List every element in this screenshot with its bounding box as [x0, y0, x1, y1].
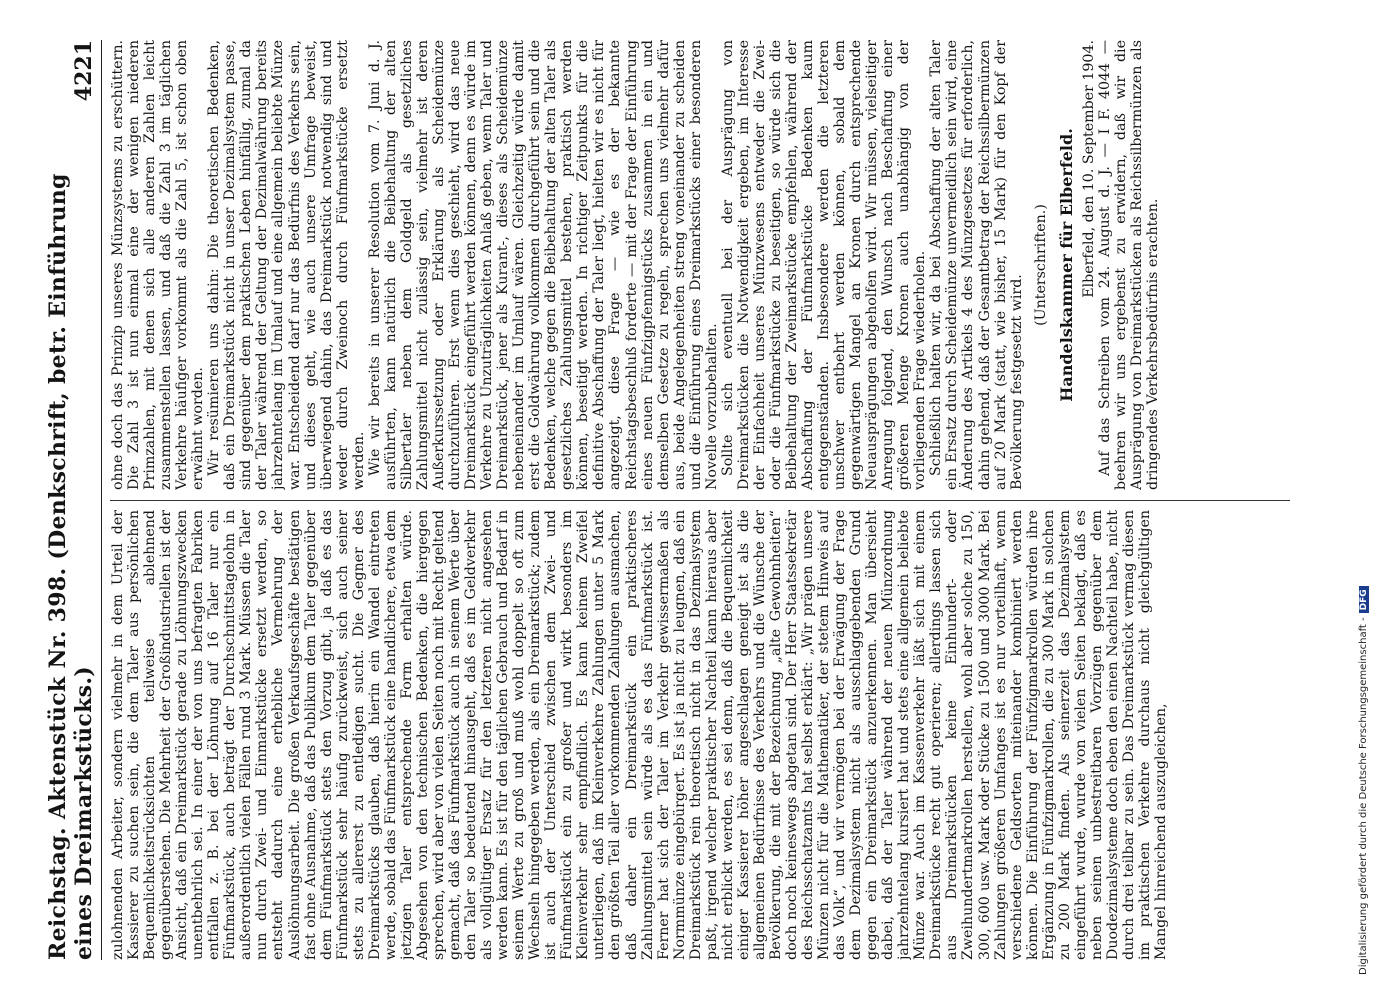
paragraph: Schließlich halten wir, da bei Abschaffung der alten Taler ein Ersatz durch Scheidemünze unvermeidlich sein wird, eine Änderung des Artikels 4 des Münzgesetzes für erforderlich, dahin gehend, daß der Gesamtbetrag der Reichssilbermünzen auf 20 Mark (statt, wie bisher, 15 Mark) für den Kopf der Bevölkerung festgesetzt wird.: [928, 40, 1025, 490]
digitization-credit: [1358, 586, 1369, 975]
signature-line: (Unterschriften.): [1032, 204, 1049, 326]
page-header: [45, 40, 102, 960]
column-divider: [110, 500, 1290, 501]
page-title: Reichstag. Aktenstück Nr. 398. (Denkschrift, betr. Einführung eines Dreimarkstücks.): [45, 173, 97, 960]
paragraph: Auf das Schreiben vom 24. August d. J. — I F. 4044 — beehren wir uns ergebenst zu erwidern, daß wir die Ausprägung von Dreimarkstücken als Reichssilbermünzen als dringendes Verkehrsbedürfnis erachten.: [1096, 40, 1161, 490]
dateline: Elberfeld, den 10. September 1904.: [1080, 40, 1097, 298]
paragraph: zulohnenden Arbeiter, sondern vielmehr in dem Urteil der Kassierer zu suchen sein, die dem Taler aus persönlichen Bequemlichkeitsrücksichten teilweise ablehnend gegenüberstehen. Die Mehrheit der Großindustriellen ist der Ansicht, daß ein Dreimarkstück gerade zu Löhnungszwecken unentbehrlich sei. In einer der von uns befragten Fabriken entfallen z. B. bei der Löhnung auf 16 Taler nur ein Fünfmarkstück, auch beträgt der Durchschnittstagelohn in außerordentlich vielen Fällen rund 3 Mark. Müssen die Taler nun durch Zwei- und Einmarkstücke ersetzt werden, so entsteht dadurch eine erhebliche Vermehrung der Auslöhnungsarbeit. Die großen Verkaufsgeschäfte bestätigen fast ohne Ausnahme, daß das Publikum dem Taler gegenüber dem Fünfmarkstück stets den Vorzug gibt, ja daß es das Fünfmarkstück sehr häufig zurückweist, sich auch seiner stets zu allererst zu entledigen sucht. Die Gegner des Dreimarkstücks glauben, daß hierin ein Wandel eintreten werde, sobald das Fünfmarkstück eine handlichere, etwa dem jetzigen Taler entsprechende Form erhalten würde. Abgesehen von den technischen Bedenken, die hiergegen sprechen, wird aber von vielen Seiten noch mit Recht geltend gemacht, daß das Fünfmarkstück auch in seinem Werte über den Taler so bedeutend hinausgeht, daß es im Geldverkehr als vollgültiger Ersatz für den letzteren nicht angesehen werden kann. Es ist für den täglichen Gebrauch und Bedarf in seinem Werte zu groß und muß wohl doppelt so oft zum Wechseln hingegeben werden, als ein Dreimarkstück; zudem ist auch der Unterschied zwischen dem Zwei- und Fünfmarkstück ein zu großer und wirkt besonders im Kleinverkehr sehr empfindlich. Es kann keinem Zweifel unterliegen, daß im Kleinverkehre Zahlungen unter 5 Mark den größten Teil aller vorkommenden Zahlungen ausmachen, daß daher ein Dreimarkstück ein praktischeres Zahlungsmittel sein würde als es das Fünfmarkstück ist. Ferner hat sich der Taler im Verkehr gewissermaßen als Normmünze eingebürgert. Es ist ja nicht zu leugnen, daß ein Dreimarkstück rein theoretisch nicht in das Dezimalsystem paßt, irgend welcher praktischer Nachteil kann hieraus aber nicht erblickt werden, es sei denn, daß die Bequemlichkeit einiger Kassierer höher angeschlagen geneigt ist als die allgemeinen Bedürfnisse des Verkehrs und die Wünsche der Bevölkerung, die mit der Bezeichnung „alte Gewohnheiten“ doch noch keineswegs abgetan sind. Der Herr Staatssekretär des Reichsschatzamts hat selbst erklärt: „Wir prägen unsere Münzen nicht für die Mathematiker, der stetem Hinweis auf das Volk“, und wir vermögen bei der Erwägung der Frage dem Dezimalsystem nicht als ausschlaggebenden Grund gegen ein Dreimarkstück anzuerkennen. Man übersieht dabei, daß der Taler während der neuen Münzordnung jahrzehntelang kursiert hat und stets eine allgemein beliebte Münze war. Auch im Kassenverkehr läßt sich mit einem Dreimarkstücke recht gut operieren; allerdings lassen sich aus Dreimarkstücken keine Einhundert- oder Zweihundertmarkrollen herstellen, wohl aber solche zu 150, 300, 600 usw. Mark oder Stücke zu 1500 und 3000 Mark. Bei Zahlungen größeren Umfanges ist es nur vorteilhaft, wenn verschiedene Geldsorten miteinander kombiniert werden können. Die Einführung der Fünfzigmarkrollen würden ihre Ergänzung in Fünfzigmarkrollen, die zu 300 Mark in solchen zu 200 Mark finden. Als seinerzeit das Dezimalsystem eingeführt wurde, wurde von vielen Seiten beklagt, daß es neben seinen unbestreitbaren Vorzügen gegenüber dem Duodezimalsysteme doch eben den einen Nachteil habe, nicht durch drei teilbar zu sein. Das Dreimarkstück vermag diesen im praktischen Verkehre durchaus nicht gleichgültigen Mangel hinreichend auszugleichen,: [110, 510, 1170, 960]
page-number: 4221: [71, 40, 97, 102]
text-column-right: [110, 40, 1295, 490]
digitization-credit-text: Digitalisierung gefördert durch die Deutsche Forschungsgemeinschaft -: [1358, 617, 1369, 975]
paragraph: ohne doch das Prinzip unseres Münzsystems zu erschüttern. Die Zahl 3 ist nun einmal eine der wenigen niederen Primzahlen, mit denen sich alle anderen Zahlen leicht zusammenstellen lassen, und daß die Zahl 3 im täglichen Verkehre häufiger vorkommt als die Zahl 5, ist schon oben erwähnt worden.: [110, 40, 207, 490]
paragraph: Wir resümieren uns dahin: Die theoretischen Bedenken, daß ein Dreimarkstück nicht in unser Dezimalsystem passe, sind gegenüber dem praktischen Leben hinfällig, zumal da der Taler während der Geltung der Dezimalwährung bereits jahrzehntelang im Umlauf und eine allgemein beliebte Münze war. Entscheidend darf nur das Bedürfnis des Verkehrs sein, und dieses geht, wie auch unsere Umfrage beweist, überwiegend dahin, das Dreimarkstück notwendig sind und weder durch Zweinoch durch Fünfmarkstücke ersetzt werden.: [206, 40, 367, 490]
paragraph: Wie wir bereits in unserer Resolution vom 7. Juni d. J. ausführten, kann natürlich die Beibehaltung der alten Silbertaler neben dem Goldgeld als gesetzliches Zahlungsmittel nicht zulässig sein, vielmehr ist deren Außerkurssetzung oder Erklärung als Scheidemünze durchzuführen. Erst wenn dies geschieht, wird das neue Dreimarkstück eingeführt werden können, denn es würde im Verkehre zu Unzuträglichkeiten Anlaß geben, wenn Taler und Dreimarkstück, jener als Kurant-, dieses als Scheidemünze nebeneinander im Umlauf wären. Gleichzeitig würde damit erst die Goldwährung vollkommen durchgeführt sein und die Bedenken, welche gegen die Beibehaltung der alten Taler als gesetzliches Zahlungsmittel bestehen, praktisch werden können, beseitigt werden. In richtiger Zeitpunkts für die definitive Abschaffung der Taler liegt, hielten wir es nicht für angezeigt, diese Frage — wie es der bekannte Reichstagsbeschluß forderte — mit der Frage der Einführung eines neuen Fünfzigpfennigstücks zusammen in ein und demselben Gesetze zu regeln, sprechen uns vielmehr dafür aus, beide Angelegenheiten streng voneinander zu scheiden und die Einführung eines Dreimarkstücks einer besonderen Novelle vorzubehalten.: [366, 40, 720, 490]
dfg-logo: DFG: [1359, 586, 1369, 613]
text-column-left: [110, 510, 1295, 960]
section-heading: Handelskammer für Elberfeld.: [1056, 128, 1076, 402]
paragraph: Sollte sich eventuell bei der Ausprägung von Dreimarkstücken die Notwendigkeit ergeben, im Interesse der Einfachheit unseres Münzwesens entweder die Zwei- oder die Fünfmarkstücke zu beseitigen, so würde sich die Beibehaltung der Zweimarkstücke empfehlen, während der Abschaffung der Fünfmarkstücke Bedenken kaum entgegenständen. Insbesondere werden die letzteren unschwer entbehrt werden können, sobald dem gegenwärtigen Mangel an Kronen durch entsprechende Neuausprägungen abgeholfen wird. Wir müssen, vielseitiger Anregung folgend, den Wunsch nach Beschaffung einer größeren Menge Kronen auch unabhängig von der vorliegenden Frage wiederholen.: [719, 40, 929, 490]
